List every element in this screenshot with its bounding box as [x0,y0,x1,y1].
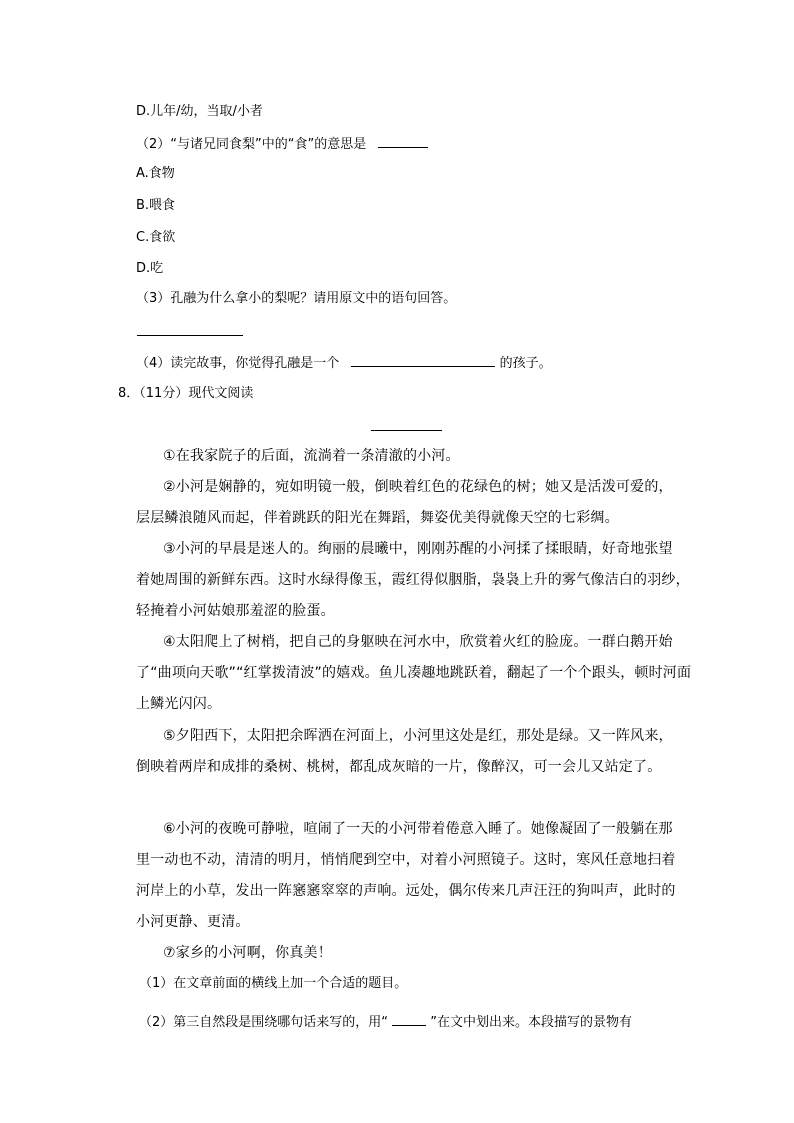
paragraph-6-line-4: 小河更静、更清。 [136,914,250,930]
title-blank-line[interactable] [371,430,442,431]
sub-question-2 [136,133,428,155]
option-b: B.喂食 [136,198,176,213]
sub-question-2 [139,1011,632,1033]
sub-question-4-suffix: 的孩子。 [499,356,552,371]
paragraph-2-line-2: 层层鳞浪随风而起，伴着跳跃的阳光在舞蹈，舞姿优美得就像天空的七彩绸。 [136,510,619,526]
option-a: A.食物 [136,166,175,181]
paragraph-3-line-3: 轻掩着小河姑娘那羞涩的脸蛋。 [136,603,335,619]
paragraph-6-line-1: ⑥小河的夜晚可静啦，喧闹了一天的小河带着倦意入睡了。她像凝固了一般躺在那 [163,821,673,837]
paragraph-3-line-2: 着她周围的新鲜东西。这时水绿得像玉，霞红得似胭脂，袅袅上升的雾气像洁白的羽纱， [136,572,690,588]
question-header: 8．（11分）现代文阅读 [118,386,254,401]
sub-question-4 [136,352,552,374]
sub-question-2-text: （2）“与诸兄同食梨”中的“食”的意思是 [136,137,367,152]
sub-question-2-suffix: ”在文中划出来。本段描写的景物有 [430,1015,633,1030]
paragraph-4-line-3: 上鳞光闪闪。 [136,696,222,712]
sub-question-2-text: （2）第三自然段是围绕哪句话来写的，用“ [139,1015,389,1030]
answer-blank[interactable] [378,133,428,148]
sub-question-4-text: （4）读完故事，你觉得孔融是一个 [136,356,340,371]
paragraph-1: ①在我家院子的后面，流淌着一条清澈的小河。 [163,448,460,464]
paragraph-4-line-2: 了“曲项向天歌”“红掌拨清波”的嬉戏。鱼儿凑趣地跳跃着，翻起了一个个跟头，顿时河面 [136,665,692,681]
paragraph-5-line-1: ⑤夕阳西下，太阳把余晖洒在河面上，小河里这处是红，那处是绿。又一阵风来， [163,728,673,744]
option-d: D.吃 [136,261,164,276]
paragraph-6-line-2: 里一动也不动，清清的明月，悄悄爬到空中，对着小河照镜子。这时，寒风任意地扫着 [136,852,676,868]
sub-question-3: （3）孔融为什么拿小的梨呢？请用原文中的语句回答。 [136,291,457,306]
sub-question-1: （1）在文章前面的横线上加一个合适的题目。 [139,976,408,991]
paragraph-6-line-3: 河岸上的小草，发出一阵窸窸窣窣的声响。远处，偶尔传来几声汪汪的狗叫声，此时的 [136,883,676,899]
paragraph-7: ⑦家乡的小河啊，你真美！ [163,945,332,961]
paragraph-2-line-1: ②小河是娴静的，宛如明镜一般，倒映着红色的花绿色的树；她又是活泼可爱的， [163,479,673,495]
option-c: C.食欲 [136,230,176,245]
underline-mark [392,1011,426,1026]
answer-blank[interactable] [351,352,495,367]
option-d: D.儿年/幼，当取/小者 [136,104,263,119]
paragraph-4-line-1: ④太阳爬上了树梢，把自己的身躯映在河水中，欣赏着火红的脸庞。一群白鹅开始 [163,634,673,650]
answer-line[interactable] [137,335,243,336]
paragraph-5-line-2: 倒映着两岸和成排的桑树、桃树，都乱成灰暗的一片，像醉汉，可一会儿又站定了。 [136,759,662,775]
paragraph-3-line-1: ③小河的早晨是迷人的。绚丽的晨曦中，刚刚苏醒的小河揉了揉眼睛，好奇地张望 [163,541,673,557]
